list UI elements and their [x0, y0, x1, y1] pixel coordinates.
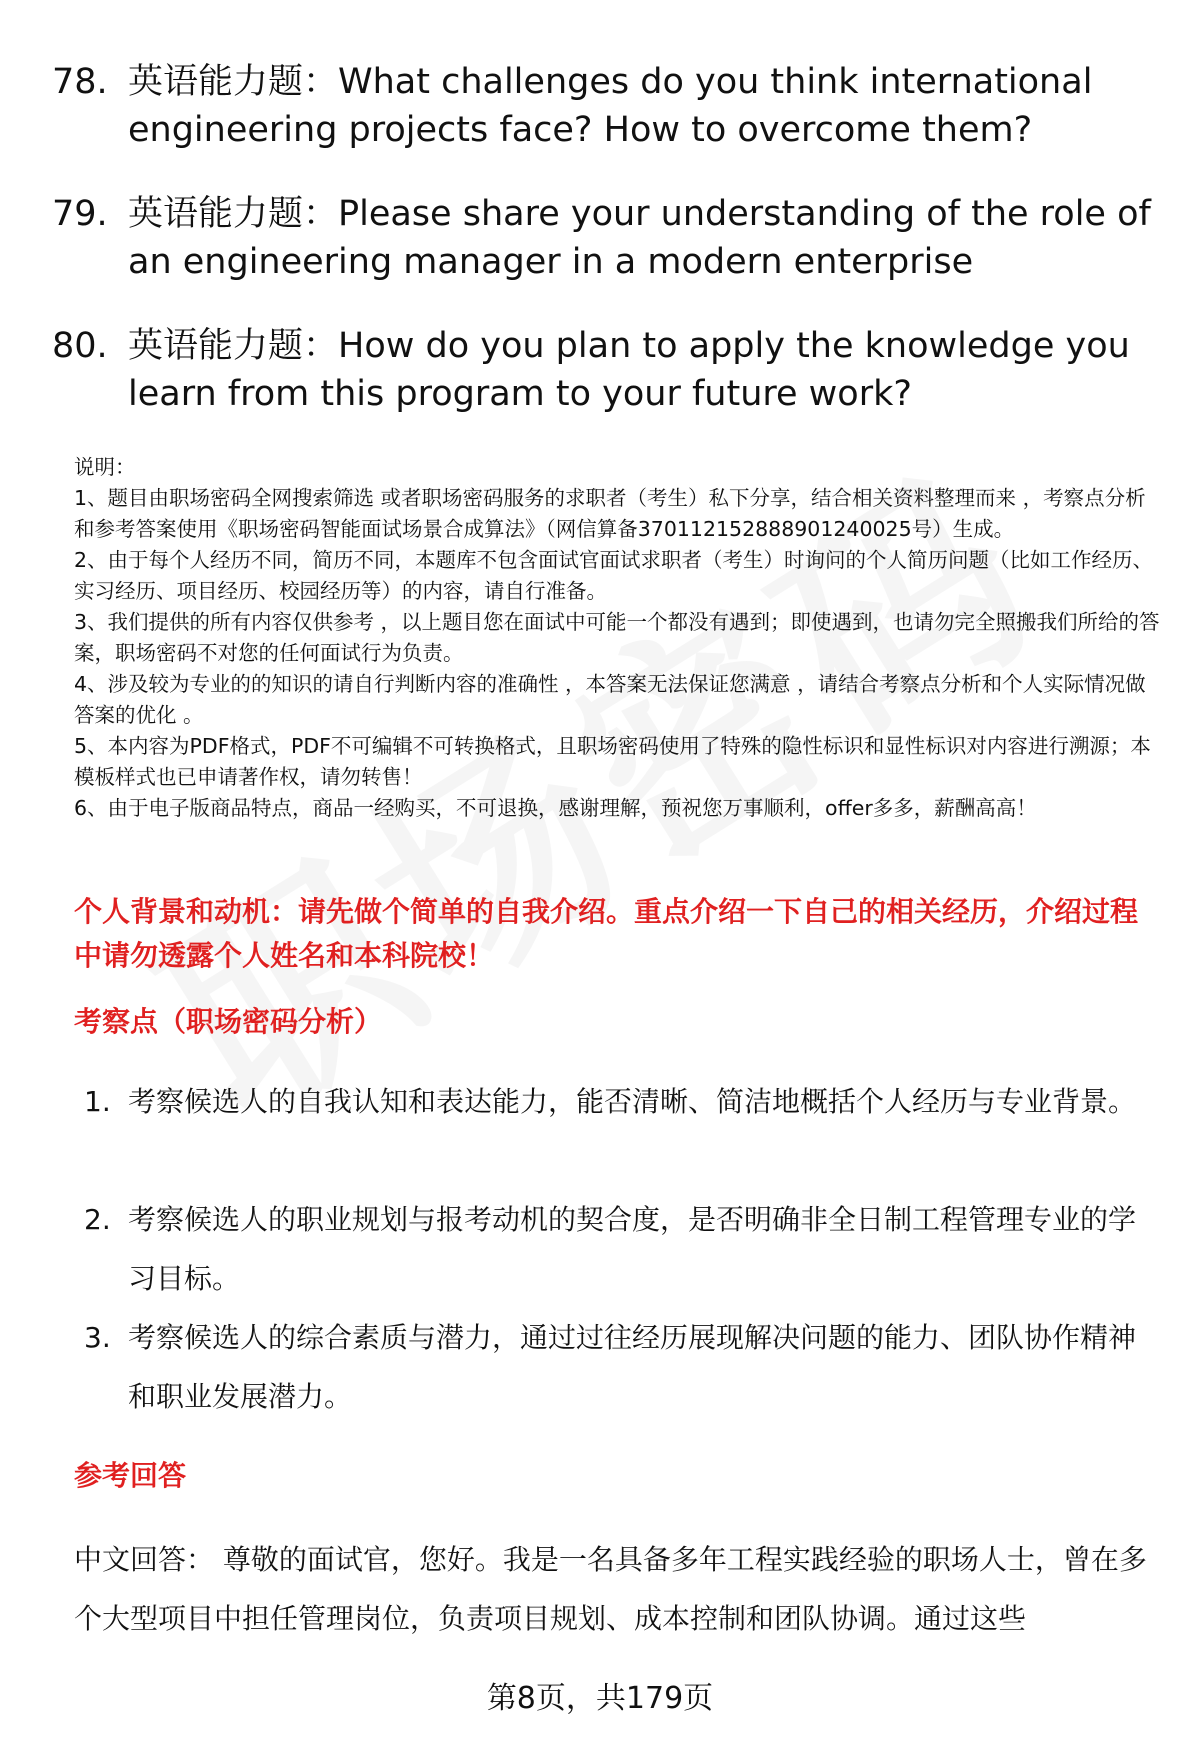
- question-80: [52, 322, 1162, 418]
- question-number: 79.: [52, 194, 108, 234]
- note-item: 4、涉及较为专业的的知识的请自行判断内容的准确性 ，本答案无法保证您满意 ，请结合考察点分析和个人实际情况做答案的优化 。: [74, 672, 1146, 727]
- point-text: 考察候选人的自我认知和表达能力，能否清晰、简洁地概括个人经历与专业背景。: [128, 1085, 1137, 1118]
- note-item: 3、我们提供的所有内容仅供参考 ，以上题目您在面试中可能一个都没有遇到；即使遇到，也请勿完全照搬我们所给的答案，职场密码不对您的任何面试行为负责。: [74, 610, 1160, 665]
- point-number: 1.: [84, 1085, 111, 1118]
- point-text: 考察候选人的综合素质与潜力，通过过往经历展现解决问题的能力、团队协作精神和职业发展潜力。: [128, 1321, 1137, 1413]
- question-78: [52, 58, 1162, 154]
- question-text: 英语能力题：How do you plan to apply the knowledge you learn from this program to your future work?: [128, 326, 1130, 414]
- reference-answer: 中文回答： 尊敬的面试官，您好。我是一名具备多年工程实践经验的职场人士，曾在多个大型项目中担任管理岗位，负责项目规划、成本控制和团队协调。通过这些: [74, 1543, 1147, 1635]
- question-text: 英语能力题：Please share your understanding of the role of an engineering manager in a modern enterprise: [128, 194, 1151, 282]
- notes-heading: 说明：: [74, 455, 136, 479]
- note-item: 6、由于电子版商品特点，商品一经购买，不可退换，感谢理解，预祝您万事顺利，offer多多，薪酬高高！: [74, 796, 1037, 820]
- point-number: 2.: [84, 1203, 111, 1236]
- reference-title: 参考回答: [74, 1459, 187, 1492]
- page-footer: 第8页，共179页: [486, 1681, 714, 1716]
- question-number: 80.: [52, 326, 108, 366]
- analysis-point: [84, 1072, 1144, 1131]
- analysis-point: [84, 1190, 1144, 1308]
- point-text: 考察候选人的职业规划与报考动机的契合度，是否明确非全日制工程管理专业的学习目标。: [128, 1203, 1137, 1295]
- question-text: 英语能力题：What challenges do you think international engineering projects face? How to overcome them?: [128, 62, 1093, 150]
- analysis-title: 考察点（职场密码分析）: [74, 1005, 383, 1038]
- question-79: [52, 190, 1162, 286]
- main-question: 个人背景和动机：请先做个简单的自我介绍。重点介绍一下自己的相关经历，介绍过程中请勿透露个人姓名和本科院校！: [74, 895, 1139, 972]
- analysis-point: [84, 1308, 1144, 1426]
- note-item: 1、题目由职场密码全网搜索筛选 或者职场密码服务的求职者（考生）私下分享，结合相关资料整理而来 ，考察点分析和参考答案使用《职场密码智能面试场景合成算法》（网信算备370112152888901240025号）生成。: [74, 486, 1146, 541]
- note-item: 2、由于每个人经历不同，简历不同，本题库不包含面试官面试求职者（考生）时询问的个人简历问题（比如工作经历、实习经历、项目经历、校园经历等）的内容，请自行准备。: [74, 548, 1154, 603]
- question-number: 78.: [52, 62, 108, 102]
- note-item: 5、本内容为PDF格式，PDF不可编辑不可转换格式，且职场密码使用了特殊的隐性标识和显性标识对内容进行溯源；本模板样式也已申请著作权，请勿转售！: [74, 734, 1151, 789]
- disclaimer-notes: [74, 452, 1164, 824]
- point-number: 3.: [84, 1321, 111, 1354]
